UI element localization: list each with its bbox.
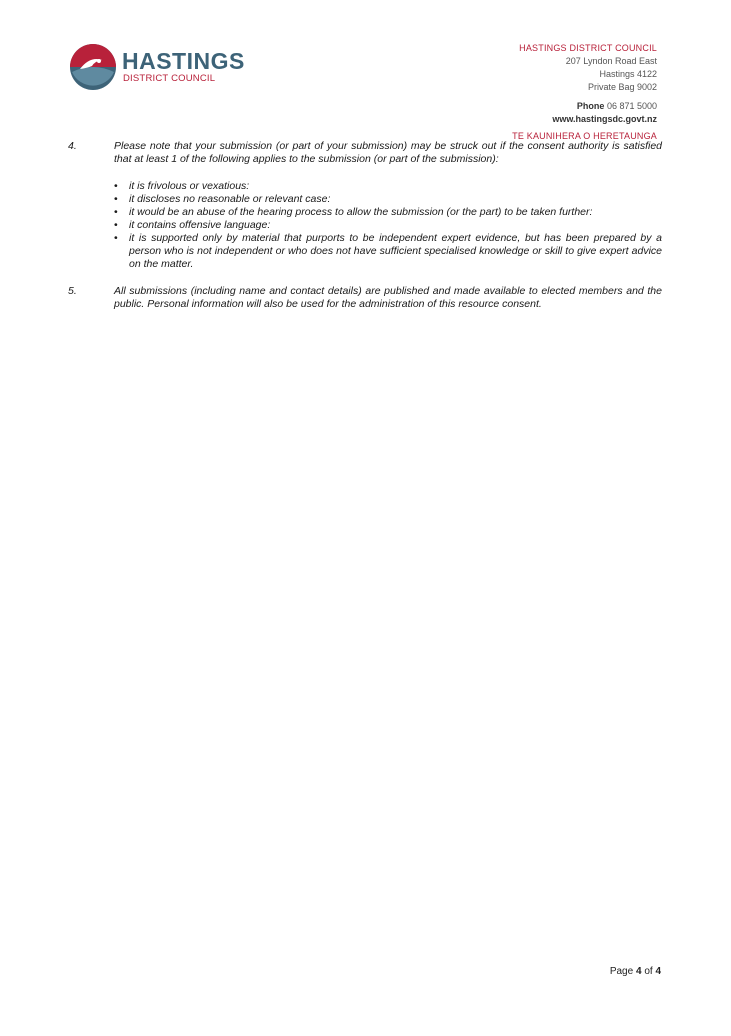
item-text: All submissions (including name and contact details) are published and made available to elected members and the public. Personal information will also be used for the administration of this resource consent. [114, 285, 662, 310]
council-address [519, 42, 657, 126]
address-phone [519, 100, 657, 113]
list-item: • it is supported only by material that purports to be independent expert evidence, but has been prepared by a person who is not independent or who does not have sufficient specialised knowledge or skill to give expert advice on the matter. [114, 232, 662, 270]
phone-number: 06 871 5000 [606, 101, 657, 111]
document-body [68, 140, 662, 311]
item-number: 5. [68, 285, 77, 297]
council-logo [68, 42, 245, 94]
address-city: Hastings 4122 [599, 69, 657, 79]
address-street: 207 Lyndon Road East [565, 56, 657, 66]
logo-emblem-icon [68, 42, 118, 92]
strike-out-criteria-list [114, 180, 662, 271]
list-item: • it would be an abuse of the hearing process to allow the submission (or the part) to be taken further: [114, 206, 593, 218]
maori-council-name: TE KAUNIHERA O HERETAUNGA [512, 131, 657, 141]
address-council-name: HASTINGS DISTRICT COUNCIL [519, 43, 657, 53]
list-item [68, 140, 662, 166]
bullet-icon: • [114, 232, 118, 244]
logo-wordmark: HASTINGS [122, 48, 245, 74]
bullet-icon: • [114, 206, 118, 218]
list-item: • it discloses no reasonable or relevant case: [114, 193, 331, 205]
council-website-link[interactable]: www.hastingsdc.govt.nz [552, 114, 657, 124]
item-number: 4. [68, 140, 77, 152]
logo-subtitle: DISTRICT COUNCIL [123, 73, 216, 84]
list-item: • it contains offensive language: [114, 219, 271, 231]
address-po-box: Private Bag 9002 [587, 82, 657, 92]
list-item: • it is frivolous or vexatious: [114, 180, 250, 192]
phone-label: Phone [576, 101, 605, 111]
bullet-icon: • [114, 180, 118, 192]
page-number: Page 4 of 4 [609, 966, 661, 977]
list-item [68, 285, 662, 311]
item-text: Please note that your submission (or part of your submission) may be struck out if the consent authority is satisfied that at least 1 of the following applies to the submission (or part of the submission): [114, 140, 662, 165]
bullet-icon: • [114, 193, 118, 205]
bullet-icon: • [114, 219, 118, 231]
